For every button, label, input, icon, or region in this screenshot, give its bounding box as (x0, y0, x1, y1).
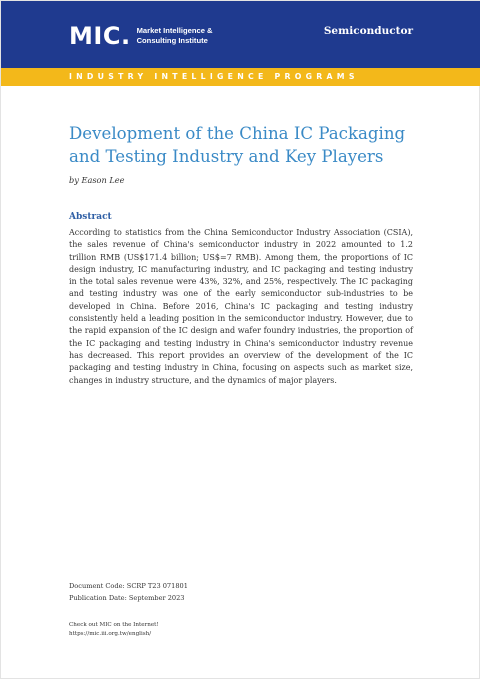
document-meta (69, 580, 188, 604)
document-title: Development of the China IC Packaging and Testing Industry and Key Players (69, 124, 406, 166)
header-bar (1, 1, 480, 68)
abstract-body: According to statistics from the China Semiconductor Industry Association (CSIA), the sales revenue of China's semiconductor industry in 2022 amounted to 1.2 trillion RMB (US$171.4 billion; US$=7 RMB). Among them, the proportions of IC design industry, IC manufacturing industry, and IC packaging and testing industry in the total sales revenue were 43%, 32%, and 25%, respectively. The IC packaging and testing industry was one of the early semiconductor sub-industries to be developed in China. Before 2016, China's IC packaging and testing industry consistently held a leading position in the semiconductor industry. However, due to the rapid expansion of the IC design and wafer foundry industries, the proportion of the IC packaging and testing industry in China's semiconductor industry revenue has decreased. This report provides an overview of the development of the IC packaging and testing industry in China, focusing on aspects such as market size, changes in industry structure, and the dynamics of major players. (69, 228, 413, 385)
mic-logo (69, 21, 213, 51)
logo-mark: MIC (69, 22, 121, 50)
publication-date: Publication Date: September 2023 (69, 594, 185, 602)
program-banner (1, 68, 480, 86)
logo-dot: . (120, 22, 131, 50)
category-label: Semiconductor (323, 25, 413, 37)
website-link[interactable]: https://mic.iii.org.tw/english/ (69, 631, 152, 637)
program-banner-text: INDUSTRY INTELLIGENCE PROGRAMS (69, 72, 359, 81)
logo-line-2: Consulting Institute (136, 36, 208, 45)
logo-line-1: Market Intelligence & (136, 26, 213, 35)
author-byline: by Eason Lee (69, 175, 125, 185)
contact-block (69, 621, 159, 639)
logo-text (137, 26, 213, 46)
document-code: Document Code: SCRP T23 071801 (69, 582, 188, 590)
contact-line: Check out MIC on the Internet! (69, 622, 159, 628)
abstract-heading: Abstract (69, 212, 112, 222)
